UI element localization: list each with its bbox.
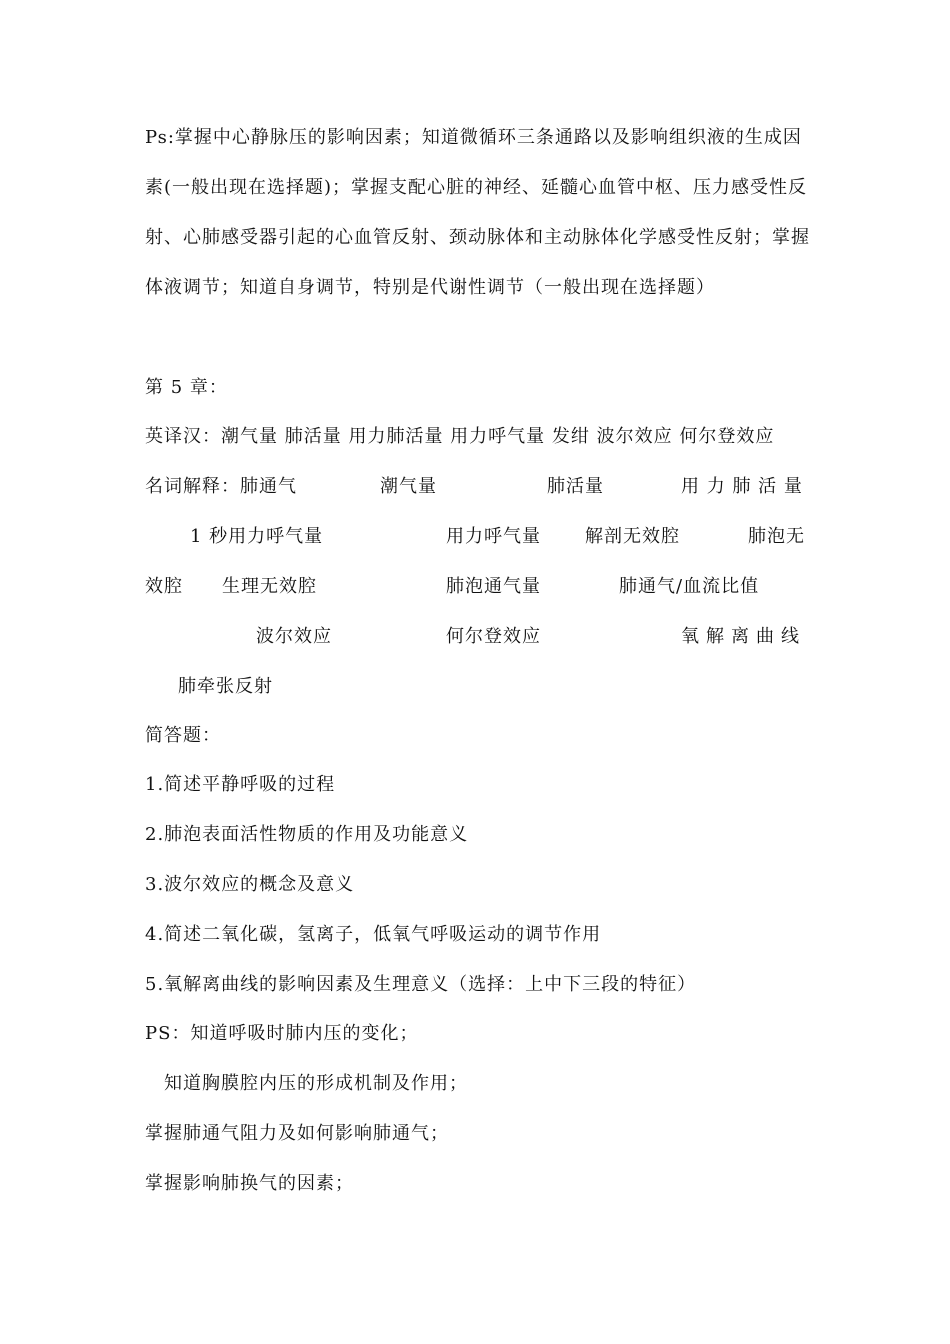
translation-line: 英译汉：潮气量 肺活量 用力肺活量 用力呼气量 发绀 波尔效应 何尔登效应 xyxy=(145,426,775,447)
chapter-title: 第 5 章： xyxy=(145,377,228,398)
term-item: 肺通气/血流比值 xyxy=(619,576,760,597)
question-item: 3.波尔效应的概念及意义 xyxy=(145,874,355,895)
ps-note-line: 掌握肺通气阻力及如何影响肺通气； xyxy=(145,1123,449,1144)
term-item: 潮气量 xyxy=(380,476,437,497)
term-item: 波尔效应 xyxy=(256,626,332,647)
question-item: 4.简述二氧化碳，氢离子，低氧气呼吸运动的调节作用 xyxy=(145,924,602,945)
term-item: 肺泡通气量 xyxy=(446,576,541,597)
terms-label: 名词解释： xyxy=(145,476,240,497)
term-item: 肺牵张反射 xyxy=(178,676,273,697)
term-item: 用力呼气量 xyxy=(446,526,541,547)
ps-intro-line-1: Ps:掌握中心静脉压的影响因素；知道微循环三条通路以及影响组织液的生成因 xyxy=(145,127,802,148)
term-item: 何尔登效应 xyxy=(446,626,541,647)
ps-intro-line-3: 射、心肺感受器引起的心血管反射、颈动脉体和主动脉体化学感受性反射；掌握 xyxy=(145,227,810,248)
term-item: 1 秒用力呼气量 xyxy=(190,526,324,547)
term-item: 用 力 肺 活 量 xyxy=(681,476,803,497)
term-item: 效腔 xyxy=(145,576,183,597)
ps-note-line: PS：知道呼吸时肺内压的变化； xyxy=(145,1023,419,1044)
term-item: 肺泡无 xyxy=(748,526,805,547)
term-item: 氧解离曲线 xyxy=(681,626,806,647)
short-answer-label: 简答题： xyxy=(145,725,221,746)
question-item: 5.氧解离曲线的影响因素及生理意义（选择：上中下三段的特征） xyxy=(145,974,697,995)
ps-note-line: 知道胸膜腔内压的形成机制及作用； xyxy=(164,1073,468,1094)
term-item: 肺通气 xyxy=(240,476,297,497)
question-item: 2.肺泡表面活性物质的作用及功能意义 xyxy=(145,824,469,845)
term-item: 生理无效腔 xyxy=(222,576,317,597)
ps-intro-line-2: 素(一般出现在选择题)；掌握支配心脏的神经、延髓心血管中枢、压力感受性反 xyxy=(145,177,808,198)
ps-note-line: 掌握影响肺换气的因素； xyxy=(145,1173,354,1194)
question-item: 1.简述平静呼吸的过程 xyxy=(145,774,336,795)
term-item: 肺活量 xyxy=(547,476,604,497)
ps-intro-line-4: 体液调节；知道自身调节，特别是代谢性调节（一般出现在选择题） xyxy=(145,277,715,298)
term-item: 解剖无效腔 xyxy=(585,526,680,547)
